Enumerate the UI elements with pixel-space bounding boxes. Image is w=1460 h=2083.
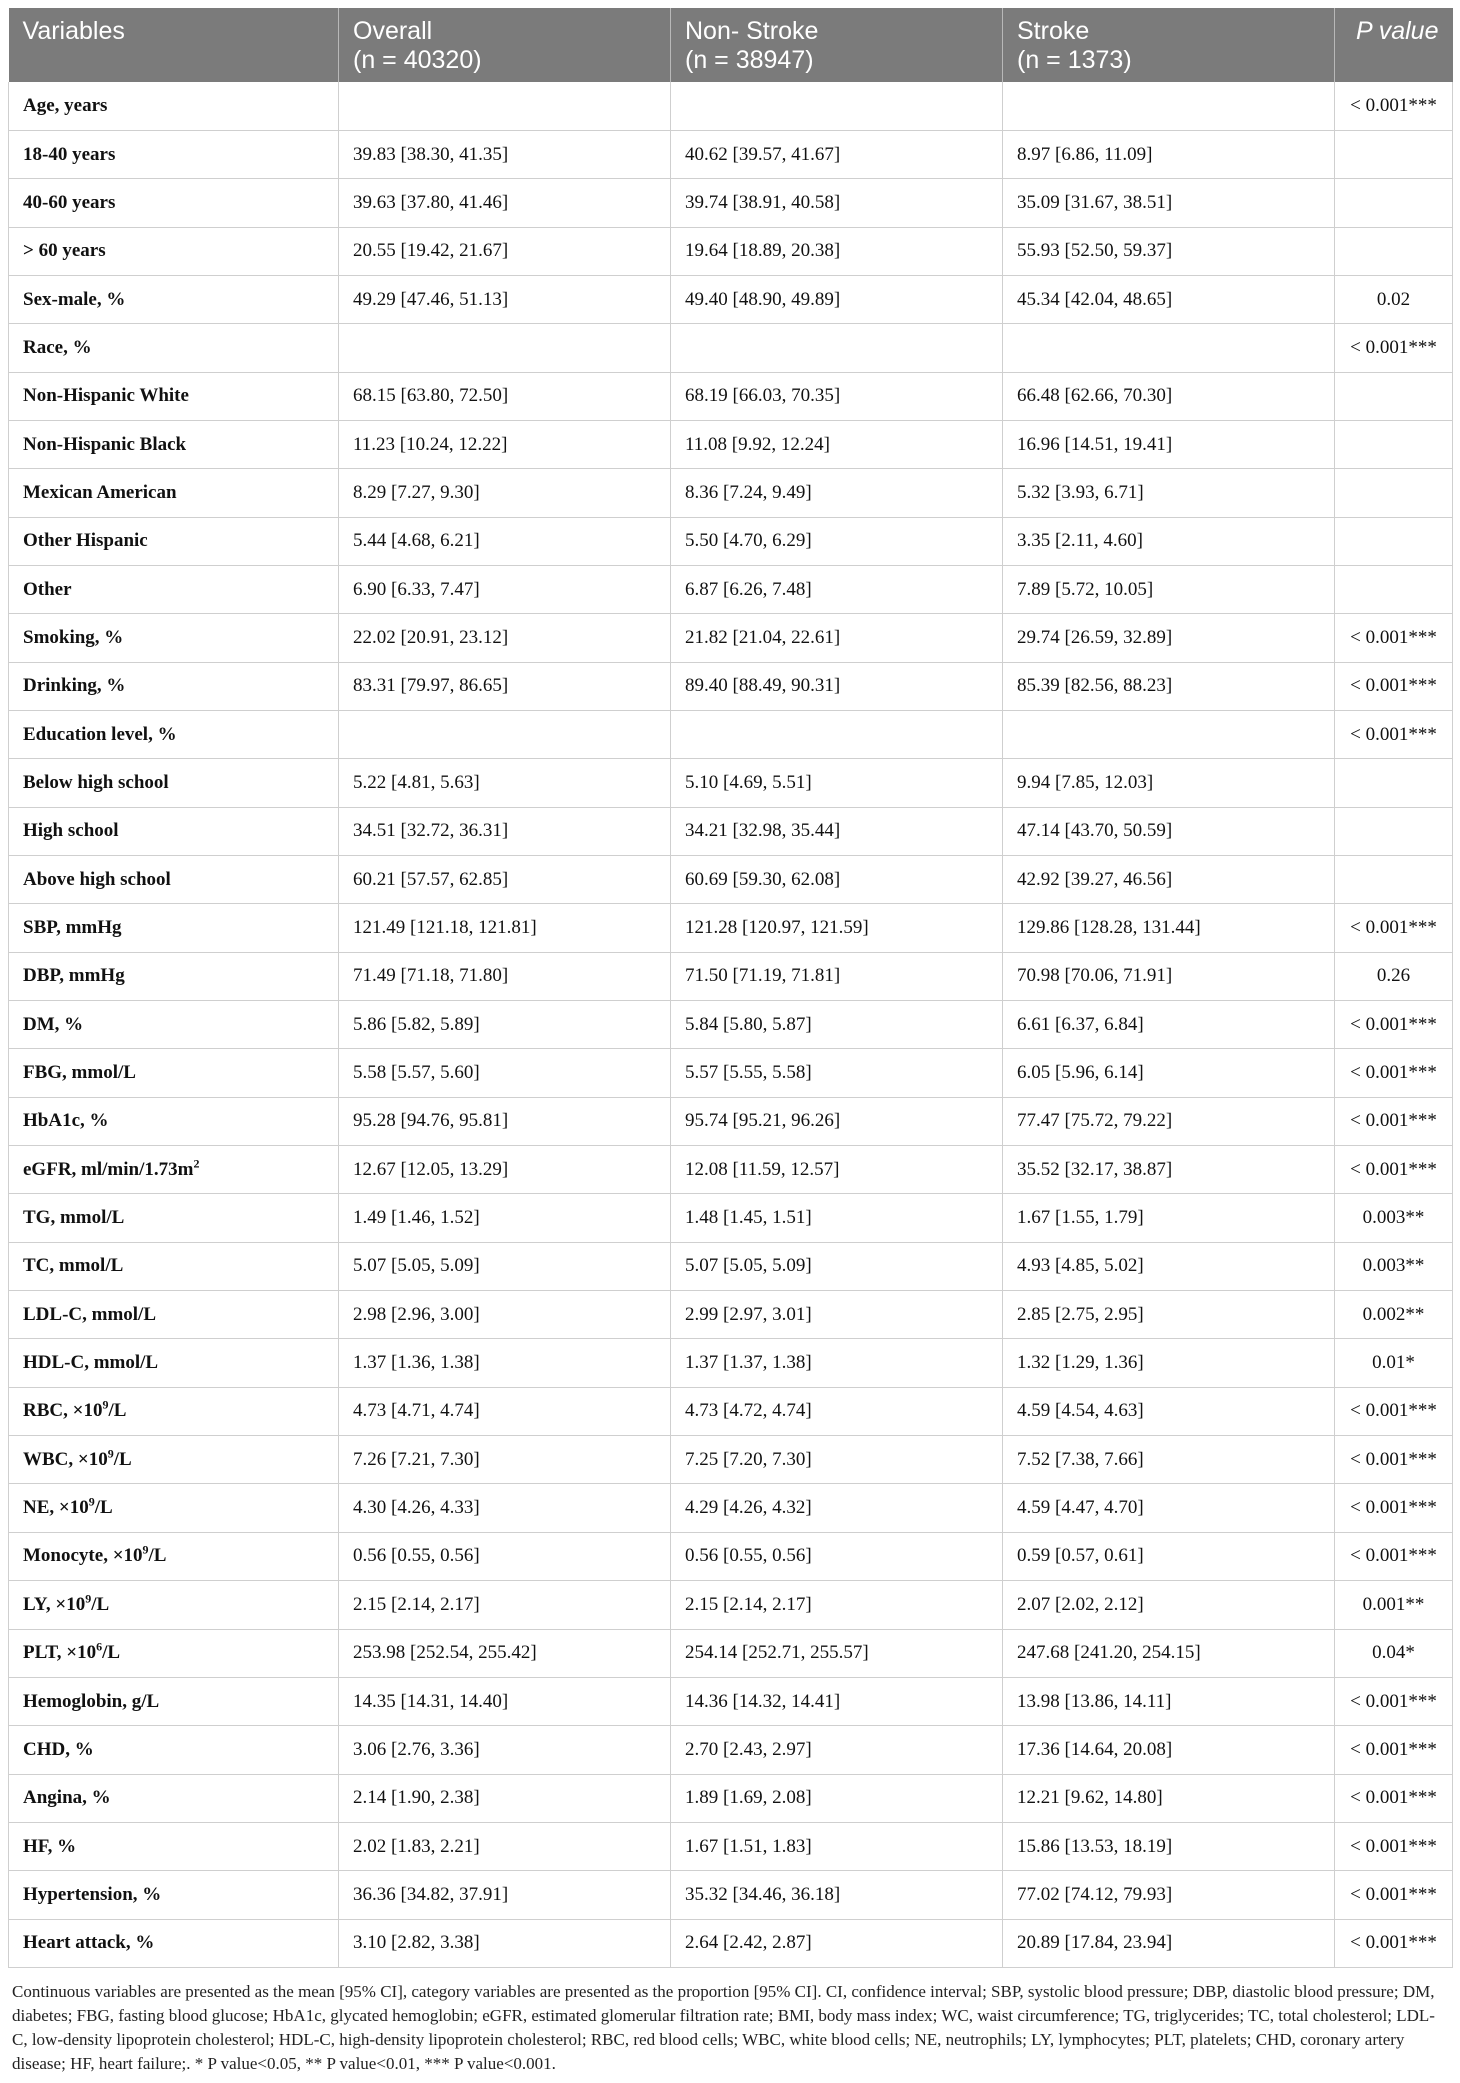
cell-overall: 83.31 [79.97, 86.65]	[339, 662, 671, 710]
cell-non-stroke: 7.25 [7.20, 7.30]	[671, 1436, 1003, 1484]
table-row	[9, 856, 1453, 904]
table-row	[9, 1194, 1453, 1242]
cell-variable: CHD, %	[9, 1726, 339, 1774]
cell-stroke	[1003, 324, 1335, 372]
table-row	[9, 227, 1453, 275]
cell-variable: DBP, mmHg	[9, 952, 339, 1000]
cell-p-value: < 0.001***	[1335, 904, 1453, 952]
table-container	[8, 8, 1452, 2076]
table-row	[9, 807, 1453, 855]
cell-stroke	[1003, 82, 1335, 130]
cell-variable: HDL-C, mmol/L	[9, 1339, 339, 1387]
cell-variable: SBP, mmHg	[9, 904, 339, 952]
cell-non-stroke: 39.74 [38.91, 40.58]	[671, 179, 1003, 227]
cell-stroke: 20.89 [17.84, 23.94]	[1003, 1919, 1335, 1967]
cell-p-value: < 0.001***	[1335, 82, 1453, 130]
cell-non-stroke: 12.08 [11.59, 12.57]	[671, 1146, 1003, 1194]
cell-stroke: 12.21 [9.62, 14.80]	[1003, 1774, 1335, 1822]
table-row	[9, 1774, 1453, 1822]
table-row	[9, 904, 1453, 952]
cell-non-stroke: 121.28 [120.97, 121.59]	[671, 904, 1003, 952]
cell-overall: 2.98 [2.96, 3.00]	[339, 1291, 671, 1339]
cell-stroke: 70.98 [70.06, 71.91]	[1003, 952, 1335, 1000]
cell-variable: LDL-C, mmol/L	[9, 1291, 339, 1339]
header-non-stroke: Non- Stroke (n = 38947)	[671, 8, 1003, 82]
cell-variable: TC, mmol/L	[9, 1242, 339, 1290]
cell-p-value: 0.04*	[1335, 1629, 1453, 1677]
cell-variable: HF, %	[9, 1822, 339, 1870]
table-row	[9, 662, 1453, 710]
table-row	[9, 372, 1453, 420]
cell-non-stroke: 0.56 [0.55, 0.56]	[671, 1532, 1003, 1580]
table-row	[9, 1097, 1453, 1145]
table-row	[9, 1146, 1453, 1194]
cell-stroke: 4.59 [4.47, 4.70]	[1003, 1484, 1335, 1532]
cell-variable: Monocyte, $\times 10^9/L$	[9, 1532, 339, 1580]
cell-variable: Other	[9, 565, 339, 613]
cell-variable: LY, $\times 10^9/L$	[9, 1581, 339, 1629]
cell-non-stroke: 21.82 [21.04, 22.61]	[671, 614, 1003, 662]
table-body	[9, 82, 1453, 1967]
cell-stroke: 17.36 [14.64, 20.08]	[1003, 1726, 1335, 1774]
cell-p-value	[1335, 130, 1453, 178]
cell-stroke: 42.92 [39.27, 46.56]	[1003, 856, 1335, 904]
cell-variable: Smoking, %	[9, 614, 339, 662]
table-row	[9, 1919, 1453, 1967]
cell-stroke: 5.32 [3.93, 6.71]	[1003, 469, 1335, 517]
cell-p-value: < 0.001***	[1335, 1001, 1453, 1049]
cell-overall: 3.10 [2.82, 3.38]	[339, 1919, 671, 1967]
table-row	[9, 710, 1453, 758]
cell-p-value: < 0.001***	[1335, 1532, 1453, 1580]
header-overall: Overall (n = 40320)	[339, 8, 671, 82]
cell-overall: 6.90 [6.33, 7.47]	[339, 565, 671, 613]
cell-non-stroke: 40.62 [39.57, 41.67]	[671, 130, 1003, 178]
cell-non-stroke: 95.74 [95.21, 96.26]	[671, 1097, 1003, 1145]
cell-stroke: 2.85 [2.75, 2.95]	[1003, 1291, 1335, 1339]
table-row	[9, 1629, 1453, 1677]
cell-non-stroke: 5.84 [5.80, 5.87]	[671, 1001, 1003, 1049]
cell-variable: Hemoglobin, g/L	[9, 1677, 339, 1725]
cell-variable: Heart attack, %	[9, 1919, 339, 1967]
cell-overall: 1.49 [1.46, 1.52]	[339, 1194, 671, 1242]
cell-variable: Mexican American	[9, 469, 339, 517]
cell-non-stroke: 71.50 [71.19, 71.81]	[671, 952, 1003, 1000]
cell-variable: eGFR, $ml/\min/1.73m^2$	[9, 1146, 339, 1194]
cell-p-value: 0.26	[1335, 952, 1453, 1000]
cell-stroke: 1.32 [1.29, 1.36]	[1003, 1339, 1335, 1387]
cell-variable: WBC, $\times 10^9/L$	[9, 1436, 339, 1484]
table-header	[9, 8, 1453, 82]
table-row	[9, 1871, 1453, 1919]
cell-stroke: 35.09 [31.67, 38.51]	[1003, 179, 1335, 227]
cell-non-stroke: 2.99 [2.97, 3.01]	[671, 1291, 1003, 1339]
cell-overall: 2.15 [2.14, 2.17]	[339, 1581, 671, 1629]
cell-stroke: 4.93 [4.85, 5.02]	[1003, 1242, 1335, 1290]
table-row	[9, 1436, 1453, 1484]
cell-non-stroke: 5.50 [4.70, 6.29]	[671, 517, 1003, 565]
cell-non-stroke	[671, 82, 1003, 130]
cell-p-value: < 0.001***	[1335, 1871, 1453, 1919]
cell-non-stroke: 4.73 [4.72, 4.74]	[671, 1387, 1003, 1435]
cell-stroke: 66.48 [62.66, 70.30]	[1003, 372, 1335, 420]
cell-non-stroke: 254.14 [252.71, 255.57]	[671, 1629, 1003, 1677]
cell-variable: 40-60 years	[9, 179, 339, 227]
cell-p-value	[1335, 759, 1453, 807]
table-row	[9, 1726, 1453, 1774]
table-row	[9, 1291, 1453, 1339]
cell-overall: 5.22 [4.81, 5.63]	[339, 759, 671, 807]
cell-overall: 5.07 [5.05, 5.09]	[339, 1242, 671, 1290]
cell-p-value	[1335, 227, 1453, 275]
cell-stroke: 3.35 [2.11, 4.60]	[1003, 517, 1335, 565]
table-row	[9, 1339, 1453, 1387]
cell-non-stroke: 6.87 [6.26, 7.48]	[671, 565, 1003, 613]
cell-variable: TG, mmol/L	[9, 1194, 339, 1242]
cell-variable: Non-Hispanic Black	[9, 420, 339, 468]
cell-p-value	[1335, 517, 1453, 565]
cell-variable: NE, $\times 10^9/L$	[9, 1484, 339, 1532]
cell-non-stroke: 5.07 [5.05, 5.09]	[671, 1242, 1003, 1290]
cell-non-stroke: 34.21 [32.98, 35.44]	[671, 807, 1003, 855]
cell-overall: 39.63 [37.80, 41.46]	[339, 179, 671, 227]
cell-overall: 5.58 [5.57, 5.60]	[339, 1049, 671, 1097]
cell-stroke: 47.14 [43.70, 50.59]	[1003, 807, 1335, 855]
cell-p-value: < 0.001***	[1335, 1677, 1453, 1725]
cell-stroke: 7.89 [5.72, 10.05]	[1003, 565, 1335, 613]
cell-variable: Below high school	[9, 759, 339, 807]
header-p-value: P value	[1335, 8, 1453, 82]
cell-non-stroke: 2.70 [2.43, 2.97]	[671, 1726, 1003, 1774]
cell-variable: PLT, $\times 10^6/L$	[9, 1629, 339, 1677]
cell-non-stroke: 1.48 [1.45, 1.51]	[671, 1194, 1003, 1242]
cell-overall: 14.35 [14.31, 14.40]	[339, 1677, 671, 1725]
cell-overall: 253.98 [252.54, 255.42]	[339, 1629, 671, 1677]
cell-overall: 22.02 [20.91, 23.12]	[339, 614, 671, 662]
cell-stroke: 85.39 [82.56, 88.23]	[1003, 662, 1335, 710]
cell-overall: 3.06 [2.76, 3.36]	[339, 1726, 671, 1774]
table-row	[9, 759, 1453, 807]
table-row	[9, 565, 1453, 613]
table-row	[9, 614, 1453, 662]
table-row	[9, 82, 1453, 130]
cell-variable: Age, years	[9, 82, 339, 130]
cell-p-value	[1335, 372, 1453, 420]
cell-p-value	[1335, 179, 1453, 227]
cell-overall	[339, 324, 671, 372]
table-footnote: Continuous variables are presented as the mean [95% CI], category variables are presented as the proportion [95% CI]. CI, confidence interval; SBP, systolic blood pressure; DBP, diastolic blood pressure; DM, diabetes; FBG, fasting blood glucose; HbA1c, glycated hemoglobin; eGFR, estimated glomerular filtration rate; BMI, body mass index; WC, waist circumference; TG, triglycerides; TC, total cholesterol; LDL-C, low-density lipoprotein cholesterol; HDL-C, high-density lipoprotein cholesterol; RBC, red blood cells; WBC, white blood cells; NE, neutrophils; LY, lymphocytes; PLT, platelets; CHD, coronary artery disease; HF, heart failure;. * P value<0.05, ** P value<0.01, *** P value<0.001.	[12, 1981, 1435, 2073]
cell-stroke: 129.86 [128.28, 131.44]	[1003, 904, 1335, 952]
table-row	[9, 1049, 1453, 1097]
cell-variable: DM, %	[9, 1001, 339, 1049]
cell-variable: Hypertension, %	[9, 1871, 339, 1919]
table-row	[9, 1387, 1453, 1435]
cell-stroke: 16.96 [14.51, 19.41]	[1003, 420, 1335, 468]
cell-variable: FBG, mmol/L	[9, 1049, 339, 1097]
cell-stroke: 4.59 [4.54, 4.63]	[1003, 1387, 1335, 1435]
header-stroke: Stroke (n = 1373)	[1003, 8, 1335, 82]
cell-p-value: < 0.001***	[1335, 1097, 1453, 1145]
cell-overall: 0.56 [0.55, 0.56]	[339, 1532, 671, 1580]
cell-non-stroke: 1.37 [1.37, 1.38]	[671, 1339, 1003, 1387]
cell-stroke: 6.61 [6.37, 6.84]	[1003, 1001, 1335, 1049]
table-row	[9, 517, 1453, 565]
cell-stroke: 7.52 [7.38, 7.66]	[1003, 1436, 1335, 1484]
cell-p-value: < 0.001***	[1335, 1484, 1453, 1532]
baseline-characteristics-table	[8, 8, 1453, 1968]
cell-overall	[339, 82, 671, 130]
cell-overall: 12.67 [12.05, 13.29]	[339, 1146, 671, 1194]
cell-p-value: < 0.001***	[1335, 324, 1453, 372]
cell-non-stroke: 35.32 [34.46, 36.18]	[671, 1871, 1003, 1919]
cell-variable: Race, %	[9, 324, 339, 372]
cell-variable: Sex-male, %	[9, 275, 339, 323]
cell-stroke: 8.97 [6.86, 11.09]	[1003, 130, 1335, 178]
table-row	[9, 1484, 1453, 1532]
cell-stroke: 247.68 [241.20, 254.15]	[1003, 1629, 1335, 1677]
cell-variable: High school	[9, 807, 339, 855]
cell-stroke: 6.05 [5.96, 6.14]	[1003, 1049, 1335, 1097]
cell-p-value: < 0.001***	[1335, 1146, 1453, 1194]
cell-non-stroke: 4.29 [4.26, 4.32]	[671, 1484, 1003, 1532]
cell-variable: Non-Hispanic White	[9, 372, 339, 420]
cell-stroke: 77.02 [74.12, 79.93]	[1003, 1871, 1335, 1919]
cell-overall: 7.26 [7.21, 7.30]	[339, 1436, 671, 1484]
cell-overall: 60.21 [57.57, 62.85]	[339, 856, 671, 904]
cell-stroke: 1.67 [1.55, 1.79]	[1003, 1194, 1335, 1242]
cell-overall: 49.29 [47.46, 51.13]	[339, 275, 671, 323]
cell-p-value: < 0.001***	[1335, 1387, 1453, 1435]
cell-p-value: 0.02	[1335, 275, 1453, 323]
table-row	[9, 952, 1453, 1000]
cell-non-stroke: 8.36 [7.24, 9.49]	[671, 469, 1003, 517]
cell-overall: 68.15 [63.80, 72.50]	[339, 372, 671, 420]
cell-p-value: < 0.001***	[1335, 1919, 1453, 1967]
cell-stroke: 55.93 [52.50, 59.37]	[1003, 227, 1335, 275]
cell-stroke: 9.94 [7.85, 12.03]	[1003, 759, 1335, 807]
cell-variable: Other Hispanic	[9, 517, 339, 565]
cell-overall: 5.86 [5.82, 5.89]	[339, 1001, 671, 1049]
cell-variable: HbA1c, %	[9, 1097, 339, 1145]
cell-overall: 95.28 [94.76, 95.81]	[339, 1097, 671, 1145]
cell-overall: 34.51 [32.72, 36.31]	[339, 807, 671, 855]
cell-overall: 39.83 [38.30, 41.35]	[339, 130, 671, 178]
cell-overall	[339, 710, 671, 758]
cell-non-stroke: 60.69 [59.30, 62.08]	[671, 856, 1003, 904]
cell-stroke: 13.98 [13.86, 14.11]	[1003, 1677, 1335, 1725]
cell-overall: 4.30 [4.26, 4.33]	[339, 1484, 671, 1532]
cell-overall: 2.02 [1.83, 2.21]	[339, 1822, 671, 1870]
table-row	[9, 1677, 1453, 1725]
cell-variable: RBC, $\times 10^9/L$	[9, 1387, 339, 1435]
cell-p-value	[1335, 420, 1453, 468]
cell-non-stroke: 2.64 [2.42, 2.87]	[671, 1919, 1003, 1967]
cell-p-value	[1335, 807, 1453, 855]
cell-stroke: 45.34 [42.04, 48.65]	[1003, 275, 1335, 323]
cell-p-value: < 0.001***	[1335, 1726, 1453, 1774]
cell-overall: 5.44 [4.68, 6.21]	[339, 517, 671, 565]
cell-non-stroke: 11.08 [9.92, 12.24]	[671, 420, 1003, 468]
cell-overall: 20.55 [19.42, 21.67]	[339, 227, 671, 275]
cell-p-value: 0.003**	[1335, 1194, 1453, 1242]
cell-p-value: < 0.001***	[1335, 1822, 1453, 1870]
table-row	[9, 1822, 1453, 1870]
cell-variable: Angina, %	[9, 1774, 339, 1822]
table-row	[9, 469, 1453, 517]
cell-stroke: 15.86 [13.53, 18.19]	[1003, 1822, 1335, 1870]
cell-stroke: 35.52 [32.17, 38.87]	[1003, 1146, 1335, 1194]
cell-p-value: 0.002**	[1335, 1291, 1453, 1339]
cell-stroke: 77.47 [75.72, 79.22]	[1003, 1097, 1335, 1145]
cell-non-stroke	[671, 324, 1003, 372]
header-variables: Variables	[9, 8, 339, 82]
table-row	[9, 1242, 1453, 1290]
cell-non-stroke: 89.40 [88.49, 90.31]	[671, 662, 1003, 710]
cell-stroke: 2.07 [2.02, 2.12]	[1003, 1581, 1335, 1629]
cell-non-stroke: 2.15 [2.14, 2.17]	[671, 1581, 1003, 1629]
cell-variable: Education level, %	[9, 710, 339, 758]
table-row	[9, 275, 1453, 323]
cell-stroke	[1003, 710, 1335, 758]
cell-p-value: 0.01*	[1335, 1339, 1453, 1387]
cell-overall: 71.49 [71.18, 71.80]	[339, 952, 671, 1000]
cell-non-stroke: 5.57 [5.55, 5.58]	[671, 1049, 1003, 1097]
cell-non-stroke: 14.36 [14.32, 14.41]	[671, 1677, 1003, 1725]
cell-overall: 1.37 [1.36, 1.38]	[339, 1339, 671, 1387]
cell-variable: Drinking, %	[9, 662, 339, 710]
cell-p-value: < 0.001***	[1335, 1774, 1453, 1822]
cell-overall: 11.23 [10.24, 12.22]	[339, 420, 671, 468]
cell-p-value: < 0.001***	[1335, 710, 1453, 758]
cell-p-value: < 0.001***	[1335, 1436, 1453, 1484]
table-row	[9, 1532, 1453, 1580]
cell-p-value: 0.001**	[1335, 1581, 1453, 1629]
cell-non-stroke: 49.40 [48.90, 49.89]	[671, 275, 1003, 323]
header-row	[9, 8, 1453, 82]
table-row	[9, 420, 1453, 468]
cell-variable: Above high school	[9, 856, 339, 904]
cell-stroke: 29.74 [26.59, 32.89]	[1003, 614, 1335, 662]
cell-p-value: < 0.001***	[1335, 662, 1453, 710]
cell-overall: 36.36 [34.82, 37.91]	[339, 1871, 671, 1919]
table-row	[9, 179, 1453, 227]
cell-overall: 8.29 [7.27, 9.30]	[339, 469, 671, 517]
cell-non-stroke: 1.67 [1.51, 1.83]	[671, 1822, 1003, 1870]
table-row	[9, 1581, 1453, 1629]
cell-overall: 4.73 [4.71, 4.74]	[339, 1387, 671, 1435]
cell-non-stroke: 19.64 [18.89, 20.38]	[671, 227, 1003, 275]
cell-non-stroke	[671, 710, 1003, 758]
cell-p-value: < 0.001***	[1335, 1049, 1453, 1097]
cell-p-value	[1335, 856, 1453, 904]
cell-non-stroke: 68.19 [66.03, 70.35]	[671, 372, 1003, 420]
cell-non-stroke: 1.89 [1.69, 2.08]	[671, 1774, 1003, 1822]
cell-p-value	[1335, 469, 1453, 517]
cell-p-value	[1335, 565, 1453, 613]
cell-variable: > 60 years	[9, 227, 339, 275]
cell-p-value: 0.003**	[1335, 1242, 1453, 1290]
cell-variable: 18-40 years	[9, 130, 339, 178]
cell-stroke: 0.59 [0.57, 0.61]	[1003, 1532, 1335, 1580]
table-row	[9, 1001, 1453, 1049]
table-row	[9, 130, 1453, 178]
cell-non-stroke: 5.10 [4.69, 5.51]	[671, 759, 1003, 807]
cell-overall: 121.49 [121.18, 121.81]	[339, 904, 671, 952]
table-row	[9, 324, 1453, 372]
cell-overall: 2.14 [1.90, 2.38]	[339, 1774, 671, 1822]
cell-p-value: < 0.001***	[1335, 614, 1453, 662]
